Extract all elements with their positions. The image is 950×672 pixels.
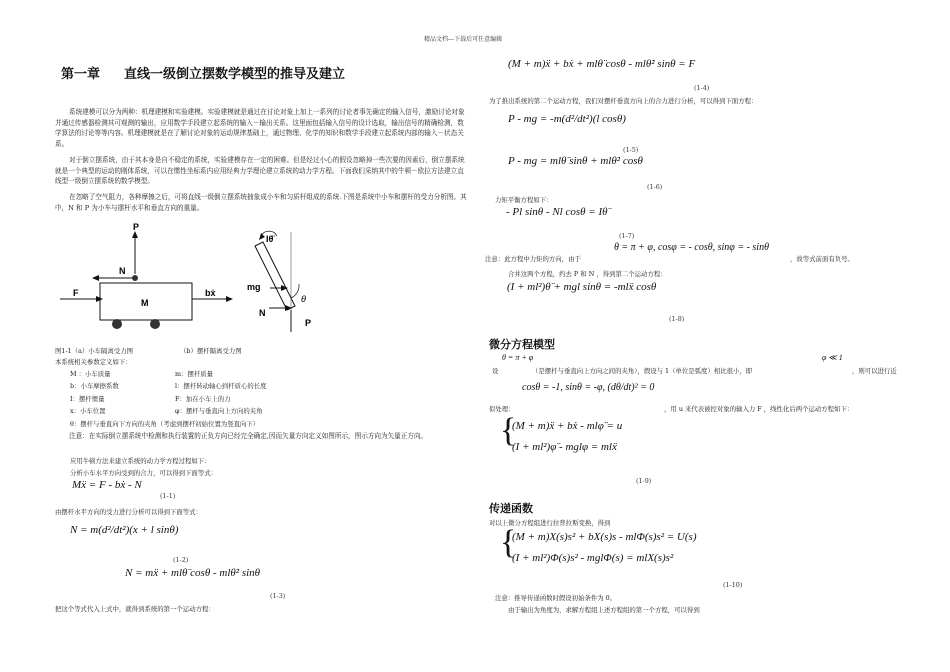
equation-1-10a: (M + m)X(s)s² + bX(s)s - mlΦ(s)s² = U(s) [512,531,697,543]
equation-1-9-number: (1-9) [636,477,652,485]
param-2-a: I：摆杆惯量 [70,395,105,403]
equation-1-6-number: (1-6) [647,183,663,191]
label-inertia: Iθ̈ [266,234,274,244]
approximation-equation: cosθ = -1, sinθ = -φ, (dθ/dt)² = 0 [522,382,655,393]
equation-1-4-number: (1-4) [694,84,710,92]
label-m: M [141,298,149,308]
equation-1-8-number: (1-8) [669,315,685,323]
page-header: 精品文档---下载后可任意编辑 [424,36,503,43]
section-transfer-function: 传递函数 [489,502,533,515]
cart-wheel-left [112,319,122,329]
figure-caption-a: 图1-1（a）小车隔离受力图 [55,347,134,355]
approximation-label: 似处理： [489,405,515,413]
param-0-a: M ：小车质量 [70,370,111,378]
paragraph-pendulum: 对于倒立摆系统，由于其本身是自不稳定的系统，实验建模存在一定的困难。但是经过小心的假设忽略掉一些次要的因素后，倒立摆系统就是一个典型的运动的刚体系统，可以在惯性坐标系内应用经典力学理论建立系统的动力学方程。下面我们采纳其中的牛顿－欧拉方法建立直线型一级倒立摆系统的数学模型。 [55,156,465,186]
label-n: N [119,266,126,276]
label-p2: P [305,318,312,328]
theta-definition: θ：摆杆与垂直向下方向的夹角（考虑到摆杆初始位置为竖直向下） [70,420,260,428]
equation-1-2: N = m(d²/dt²)(x + l sinθ) [70,524,179,536]
note-torque-prefix: 注意：此方程中力矩的方向，由于 [485,255,581,263]
pendulum-rod [255,242,295,310]
label-p: P [133,222,140,232]
equation-1-8: (I + ml²)θ̈ + mgl sinθ = -mlẍ cosθ [507,281,657,293]
equation-1-4: (M + m)ẍ + bẋ + mlθ̈ cosθ - mlθ̇² sinθ = F [508,58,696,70]
system-brace-1-10: { [500,524,517,561]
equation-1-10b: (I + ml²)Φ(s)s² - mglΦ(s) = mlX(s)s² [512,552,674,564]
assume-text-a: 设 [492,367,499,375]
equation-1-2-number: (1-2) [173,556,189,564]
equation-1-6: P - mg = mlθ̈ sinθ + mlθ̇² cosθ [508,155,643,167]
label-n2: N [259,308,266,318]
equation-1-5: P - mg = -m(d²/dt²)(l cosθ) [508,113,626,125]
equation-1-3: N = mẍ + mlθ̈ cosθ - mlθ̇² sinθ [125,567,261,579]
param-1-a: b：小车摩擦系数 [70,382,119,390]
second-eq-intro: 为了推出系统的第二个运动方程，我们对摆杆垂直方向上的合力进行分析，可以得到下面方程： [489,97,758,105]
torque-intro: 力矩平衡方程如下： [495,196,553,204]
equation-1-1: Mẍ = F - bẋ - N [72,479,142,491]
note-torque-equation: θ = π + φ, cosφ = - cosθ, sinφ = - sinθ [614,242,769,253]
newton-intro: 应用牛顿方法来建立系统的动力学方程过程如下： [70,457,211,465]
label-friction: bẋ [205,288,216,298]
params-intro: 本系统相关参数定义如下： [55,358,132,366]
equation-1-9a: (M + m)ẍ + bẋ - mlφ̈ = u [512,420,623,432]
merge-intro: 合并这两个方程，约去 P 和 N ，得到第二个运动方程： [508,270,667,278]
output-intro: 由于输出为角度为，求解方程组上述方程组的第一个方程，可以得到 [508,606,700,614]
equation-1-7-number: (1-7) [619,232,635,240]
paragraph-modeling: 系统建模可以分为两种：机理建模和实验建模。实验建模就是通过在讨论对象上加上一系列的讨论者事先确定的输入信号，激励讨论对象并通过传感器检测其可观测的输出，应用数学手段建立起系统的输入－输出关系。这里面包括输入信号的设计选取，输出信号的精确检测，数学算法的讨论等等内容。机理建模就是在了解讨论对象的运动规律基础上，通过物理、化学的知识和数学手段建立起系统内部的输入－状态关系。 [55,108,465,148]
assume-text-c: ，则可以进行近 [852,367,897,375]
param-3-a: x：小车位置 [70,407,106,415]
label-mg: mg [247,282,261,292]
theta-arc [291,284,299,298]
cart-wheel-right [150,319,160,329]
label-theta: θ [301,294,306,304]
equation-1-3-number: (1-3) [270,592,286,600]
param-2-b: F：加在小车上的力 [175,395,231,403]
force-diagram [55,222,325,334]
param-3-b: φ：摆杆与垂直向上方向的夹角 [175,407,263,415]
chapter-label: 第一章 [61,67,101,82]
equation-1-10-number: (1-10) [723,581,743,589]
laplace-intro: 对以上微分方程组进行拉普拉斯变换，得到 [489,519,611,527]
horizontal-intro: 分析小车水平方向受到的合力，可以得到下面等式： [70,469,217,477]
equation-1-1-number: (1-1) [160,492,176,500]
param-0-b: m：摆杆质量 [175,370,214,378]
chapter-title: 直线一级倒立摆数学模型的推导及建立 [124,67,346,82]
paragraph-abstraction: 在忽略了空气阻力，各种摩擦之后，可将直线一级倒立摆系统抽象成小车和匀质杆组成的系统.下图是系统中小车和摆杆的受力分析图。其中，N 和 P 为小车与摆杆水平和垂直方向的重量。 [55,193,467,212]
assume-text-b: （是摆杆与垂直向上方向之间的夹角），假设与 1（单位是弧度）相比很小，即 [532,367,753,375]
substitute-text: 把这个等式代入上式中，就得到系统的第一个运动方程： [55,605,215,613]
system-brace-1-9: { [500,412,517,449]
param-1-b: l：摆杆转动轴心到杆质心的长度 [175,382,267,390]
equation-1-5-number: (1-5) [623,146,639,154]
assume-small-angle: φ ≪ 1 [822,353,843,362]
section-differential-model: 微分方程模型 [489,338,555,351]
rod-horizontal-intro: 由摆杆水平方向的受力进行分析可以得到下面等式： [55,508,202,516]
note-direction: 注意：在实际倒立摆系统中检测和执行装置的正负方向已经完全确定,因而矢量方向定义如图所示，图示方向为矢量正方向。 [69,432,428,440]
figure-caption-b: （b）摆杆隔离受力图 [180,347,242,355]
approximation-text: ，用 u 来代表被控对象的输入力 F ，线性化后两个运动方程如下： [664,405,854,413]
note-torque-suffix: ，故等式前面有负号。 [790,255,854,263]
equation-1-7: - Pl sinθ - Nl cosθ = Iθ̈ [506,206,608,218]
pivot-joint [132,275,138,281]
assume-equation: θ = π + φ [502,353,534,362]
note-initial-zero: 注意：推导传递函数时假设初始条件为 0。 [495,594,617,602]
equation-1-9b: (I + ml²)φ̈ - mglφ = mlẍ [512,441,617,453]
label-f: F [73,288,79,298]
